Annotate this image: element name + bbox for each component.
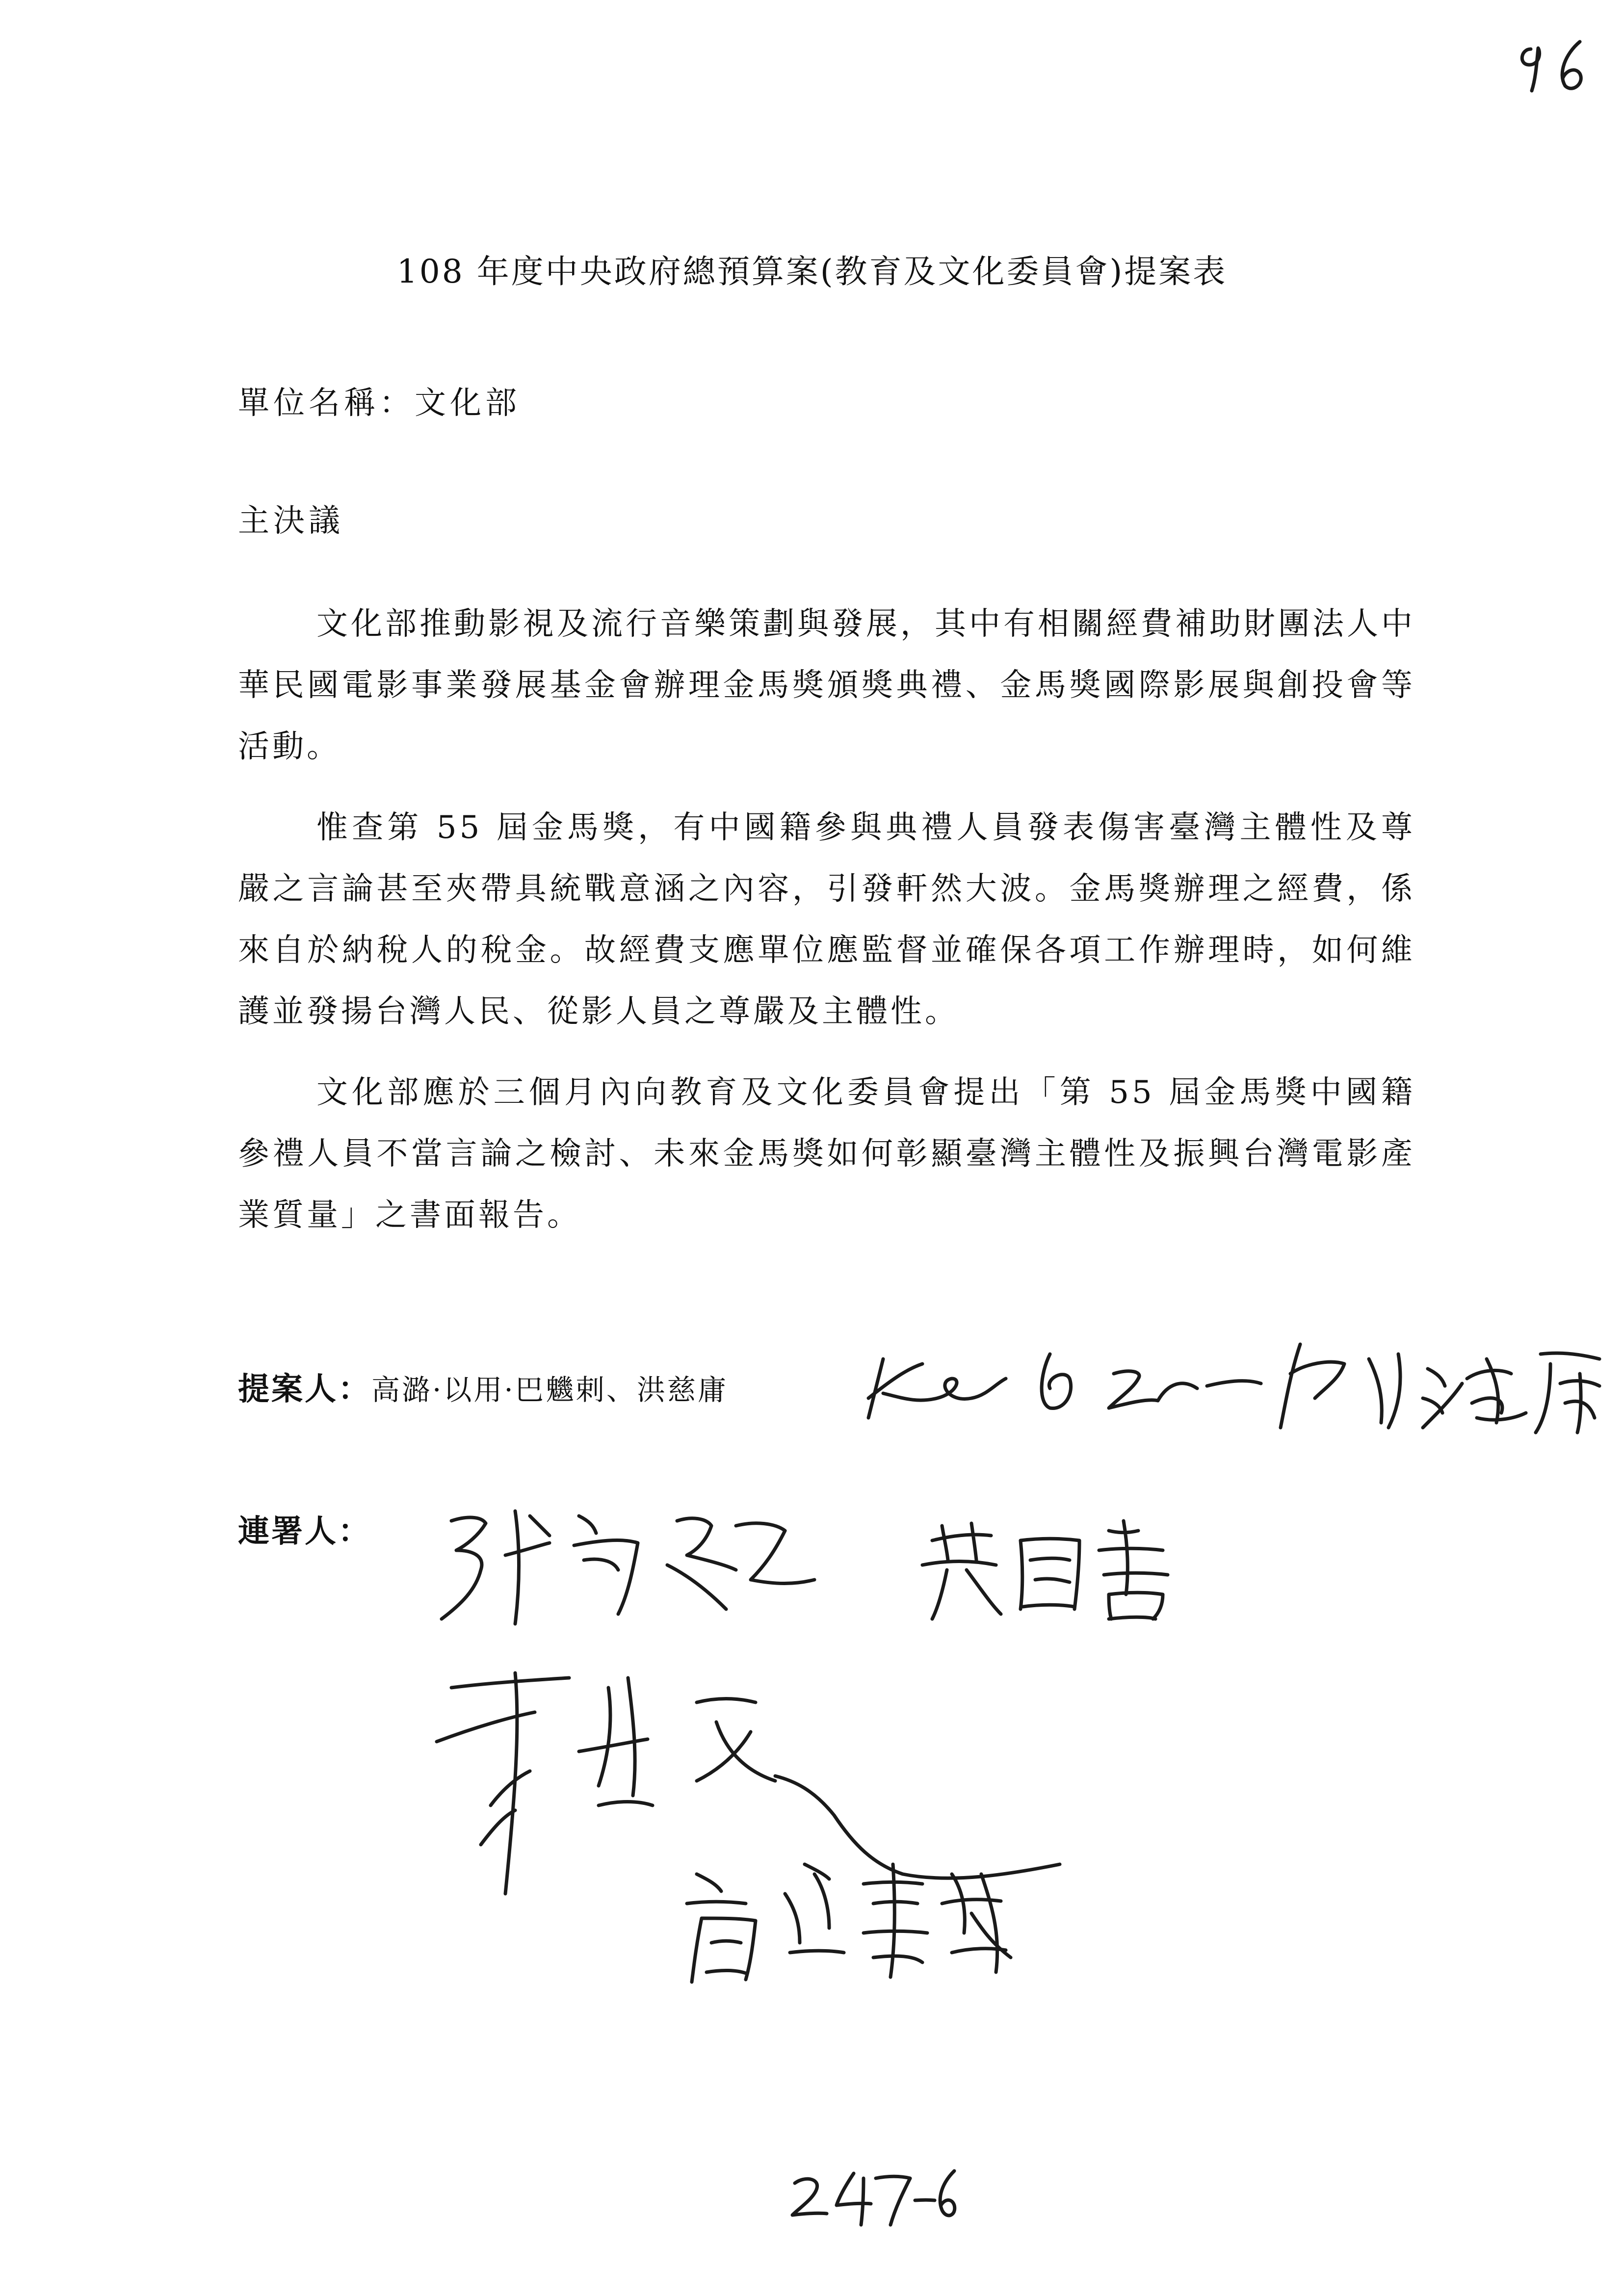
- cosigner-label: 連署人：: [238, 1513, 371, 1550]
- proposer-names: 高潞·以用·巴魕剌、洪慈庸: [371, 1373, 728, 1407]
- paragraph-1: 文化部推動影視及流行音樂策劃與發展，其中有相關經費補助財團法人中華民國電影事業發展基金會辦理金馬獎頒獎典禮、金馬獎國際影展與創投會等活動。: [238, 606, 1415, 765]
- proposer-label: 提案人：: [238, 1371, 371, 1408]
- proposer-row: [238, 1364, 728, 1409]
- proposer-signatures: [864, 1325, 1609, 1433]
- cosigner-signature-4: [677, 1845, 1030, 1992]
- paragraph-3: 文化部應於三個月內向教育及文化委員會提出「第 55 屆金馬獎中國籍參禮人員不當言論之檢討、未來金馬獎如何彰顯臺灣主體性及振興台灣電影產業質量」之書面報告。: [238, 1074, 1415, 1233]
- document-title: 108 年度中央政府總預算案(教育及文化委員會)提案表: [396, 253, 1228, 290]
- cosigner-signature-2: [913, 1511, 1187, 1624]
- page-number-handwritten: [1511, 34, 1609, 98]
- unit-value: 文化部: [415, 385, 521, 421]
- resolution-heading: 主決議: [238, 503, 344, 539]
- cosigner-signature-1: [432, 1496, 873, 1634]
- paragraph-2: 惟查第 55 屆金馬獎，有中國籍參與典禮人員發表傷害臺灣主體性及尊嚴之言論甚至夾帶具統戰意涵之內容，引發軒然大波。金馬獎辦理之經費，係來自於納稅人的稅金。故經費支應單位應監督並確保各項工作辦理時，如何維護並發揚台灣人民、從影人員之尊嚴及主體性。: [238, 809, 1415, 1030]
- footer-code-handwritten: [785, 2159, 962, 2232]
- unit-label: 單位名稱：: [238, 385, 415, 421]
- unit-line: [238, 378, 521, 423]
- resolution-body: [238, 594, 1415, 1266]
